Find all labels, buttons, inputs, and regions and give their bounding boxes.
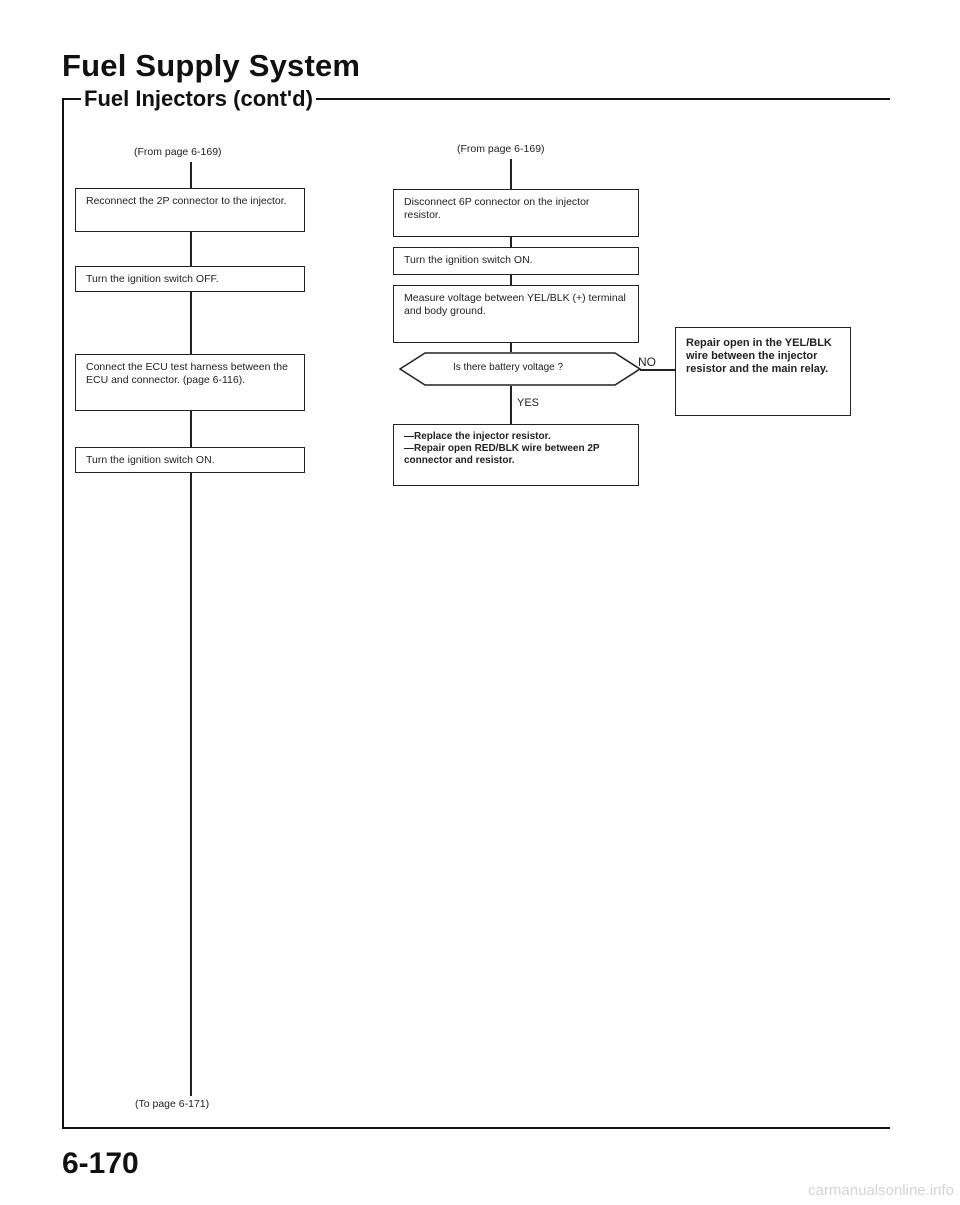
watermark: carmanualsonline.info [808, 1182, 954, 1199]
yes-result-box [393, 424, 639, 486]
right-connector-4 [510, 386, 512, 424]
no-connector [640, 369, 675, 371]
no-label: NO [638, 355, 656, 369]
frame-bottom-rule [62, 1127, 890, 1129]
left-connector-2 [190, 292, 192, 354]
section-title: Fuel Injectors (cont'd) [84, 86, 313, 111]
right-from-label: (From page 6-169) [457, 143, 545, 155]
right-step-2: Turn the ignition switch ON. [393, 247, 639, 275]
left-step-2: Turn the ignition switch OFF. [75, 266, 305, 292]
right-connector-0 [510, 159, 512, 189]
left-connector-0 [190, 162, 192, 188]
right-connector-1 [510, 237, 512, 247]
left-connector-4 [190, 473, 192, 1096]
right-step-3: Measure voltage between YEL/BLK (+) terminal and body ground. [393, 285, 639, 343]
left-from-label: (From page 6-169) [134, 146, 222, 158]
left-connector-1 [190, 232, 192, 266]
frame-left-rule [62, 98, 64, 1128]
decision-text: Is there battery voltage ? [453, 362, 564, 373]
left-step-4: Turn the ignition switch ON. [75, 447, 305, 473]
section-rule-left [63, 98, 81, 100]
section-rule-right [316, 98, 890, 100]
yes-result-line-1: —Replace the injector resistor. [404, 431, 551, 442]
right-connector-3 [510, 343, 512, 352]
right-connector-2 [510, 275, 512, 285]
right-step-1: Disconnect 6P connector on the injector resistor. [393, 189, 639, 237]
no-result-box: Repair open in the YEL/BLK wire between the injector resistor and the main relay. [675, 327, 851, 416]
left-step-3: Connect the ECU test harness between the ECU and connector. (page 6-116). [75, 354, 305, 411]
left-step-1: Reconnect the 2P connector to the injector. [75, 188, 305, 232]
left-to-label: (To page 6-171) [135, 1098, 210, 1110]
left-connector-3 [190, 411, 192, 447]
page-number: 6-170 [62, 1147, 139, 1180]
yes-result-line-2: —Repair open RED/BLK wire between 2P connector and resistor. [404, 443, 600, 466]
yes-label: YES [517, 397, 540, 409]
page-title: Fuel Supply System [62, 48, 361, 83]
